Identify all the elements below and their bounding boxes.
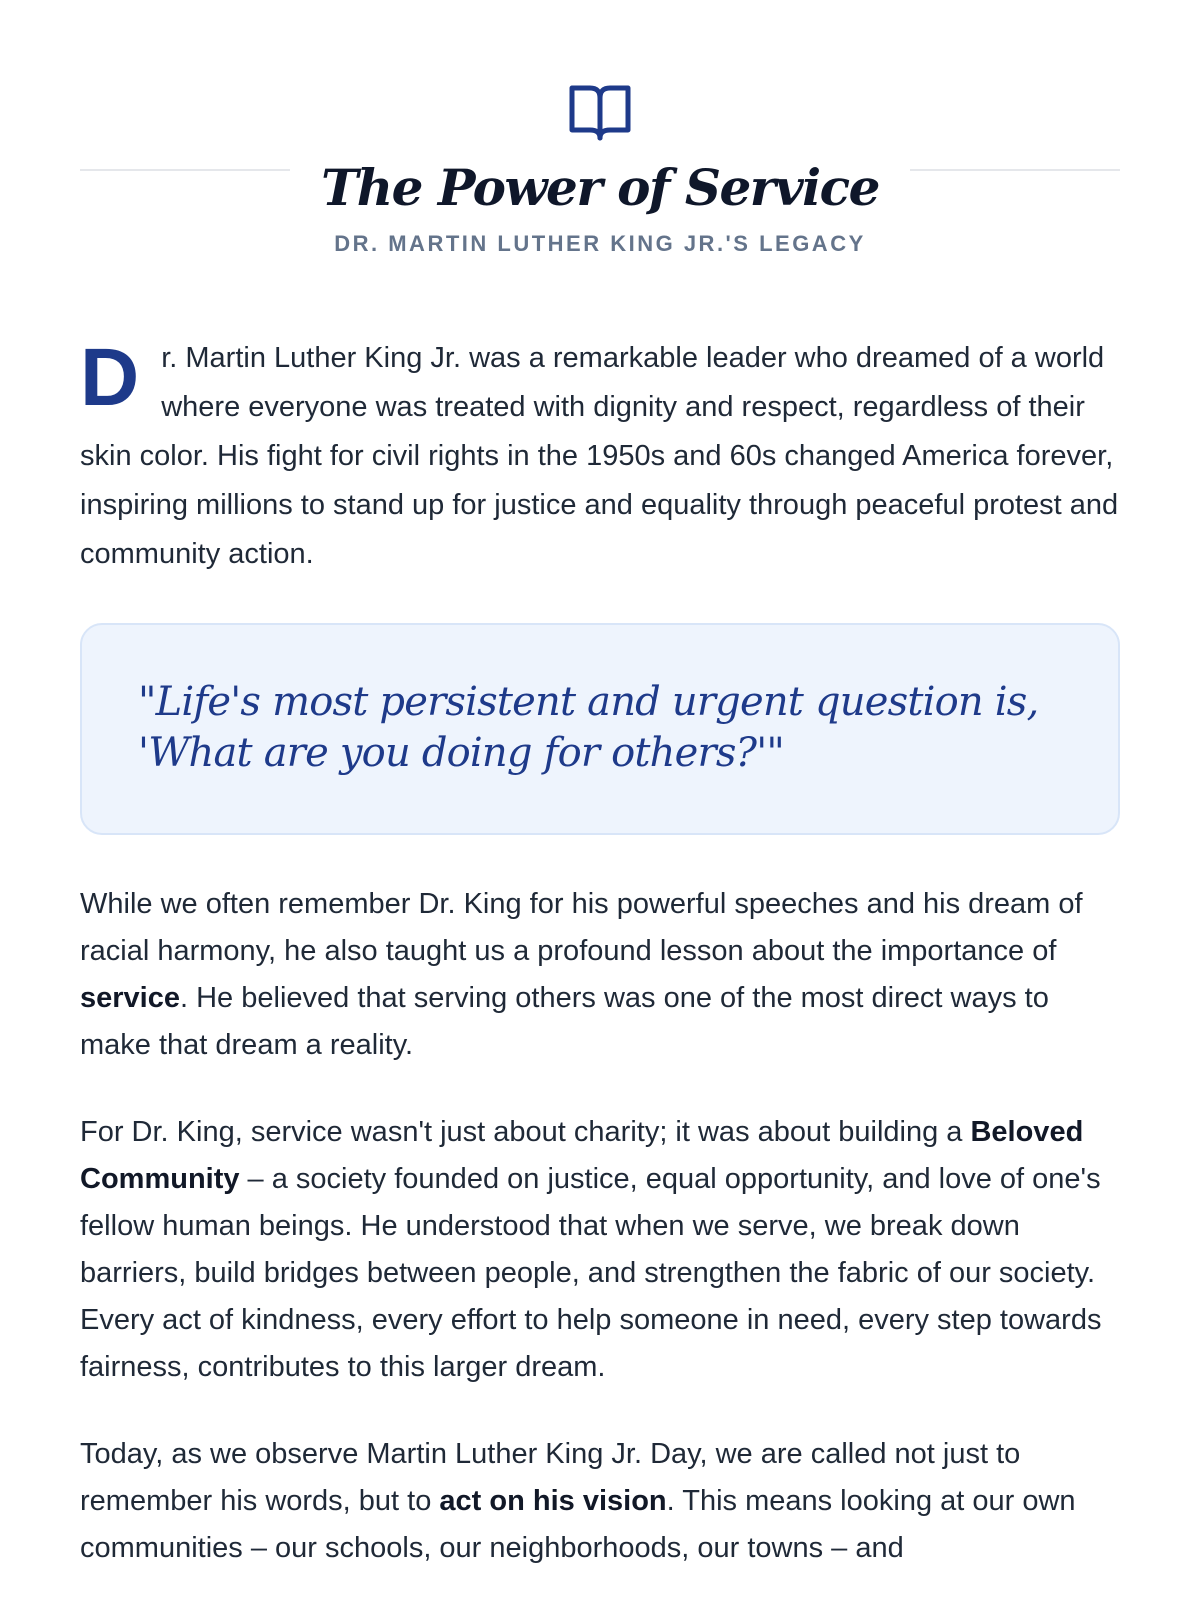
intro-text: r. Martin Luther King Jr. was a remarkable leader who dreamed of a world where everyone was treated with dignity and respect, regardless of their skin color. His fight for civil rights in the 1950s and 60s changed America forever, inspiring millions to stand up for justice and equality through peaceful protest and community action. [80, 342, 1119, 570]
paragraph-text: . This means looking at our own communities – our schools, our neighborhoods, our towns – and [80, 1485, 1076, 1564]
mlk-day-paragraph [80, 1431, 1120, 1572]
paragraph-text: For Dr. King, service wasn't just about charity; it was about building a [80, 1116, 971, 1148]
service-paragraph [80, 881, 1120, 1069]
quote-text: "Life's most persistent and urgent question is, 'What are you doing for others?'" [138, 679, 1039, 776]
open-book-icon [568, 82, 632, 142]
quote-callout [80, 623, 1120, 835]
paragraph-text: – a society founded on justice, equal opportunity, and love of one's fellow human beings. He understood that when we serve, we break down barriers, build bridges between people, and strengthen the fabric of our society. Every act of kindness, every effort to help someone in need, every step towards fairness, contributes to this larger dream. [80, 1163, 1102, 1383]
emphasis-text: act on his vision [439, 1485, 667, 1517]
intro-paragraph [80, 334, 1120, 579]
paragraph-text: Today, as we observe Martin Luther King Jr. Day, we are called not just to remember his words, but to [80, 1438, 1021, 1517]
paragraph-text: While we often remember Dr. King for his powerful speeches and his dream of racial harmony, he also taught us a profound lesson about the importance of [80, 888, 1083, 967]
emphasis-text: service [80, 982, 180, 1014]
paragraph-text: . He believed that serving others was one of the most direct ways to make that dream a reality. [80, 982, 1049, 1061]
beloved-community-paragraph [80, 1109, 1120, 1391]
drop-cap: D [80, 332, 140, 423]
emphasis-text: Beloved Community [80, 1116, 1084, 1195]
page-subtitle: DR. MARTIN LUTHER KING JR.'S LEGACY [334, 231, 866, 256]
page-title: The Power of Service [321, 158, 879, 217]
article-header [80, 0, 1120, 290]
